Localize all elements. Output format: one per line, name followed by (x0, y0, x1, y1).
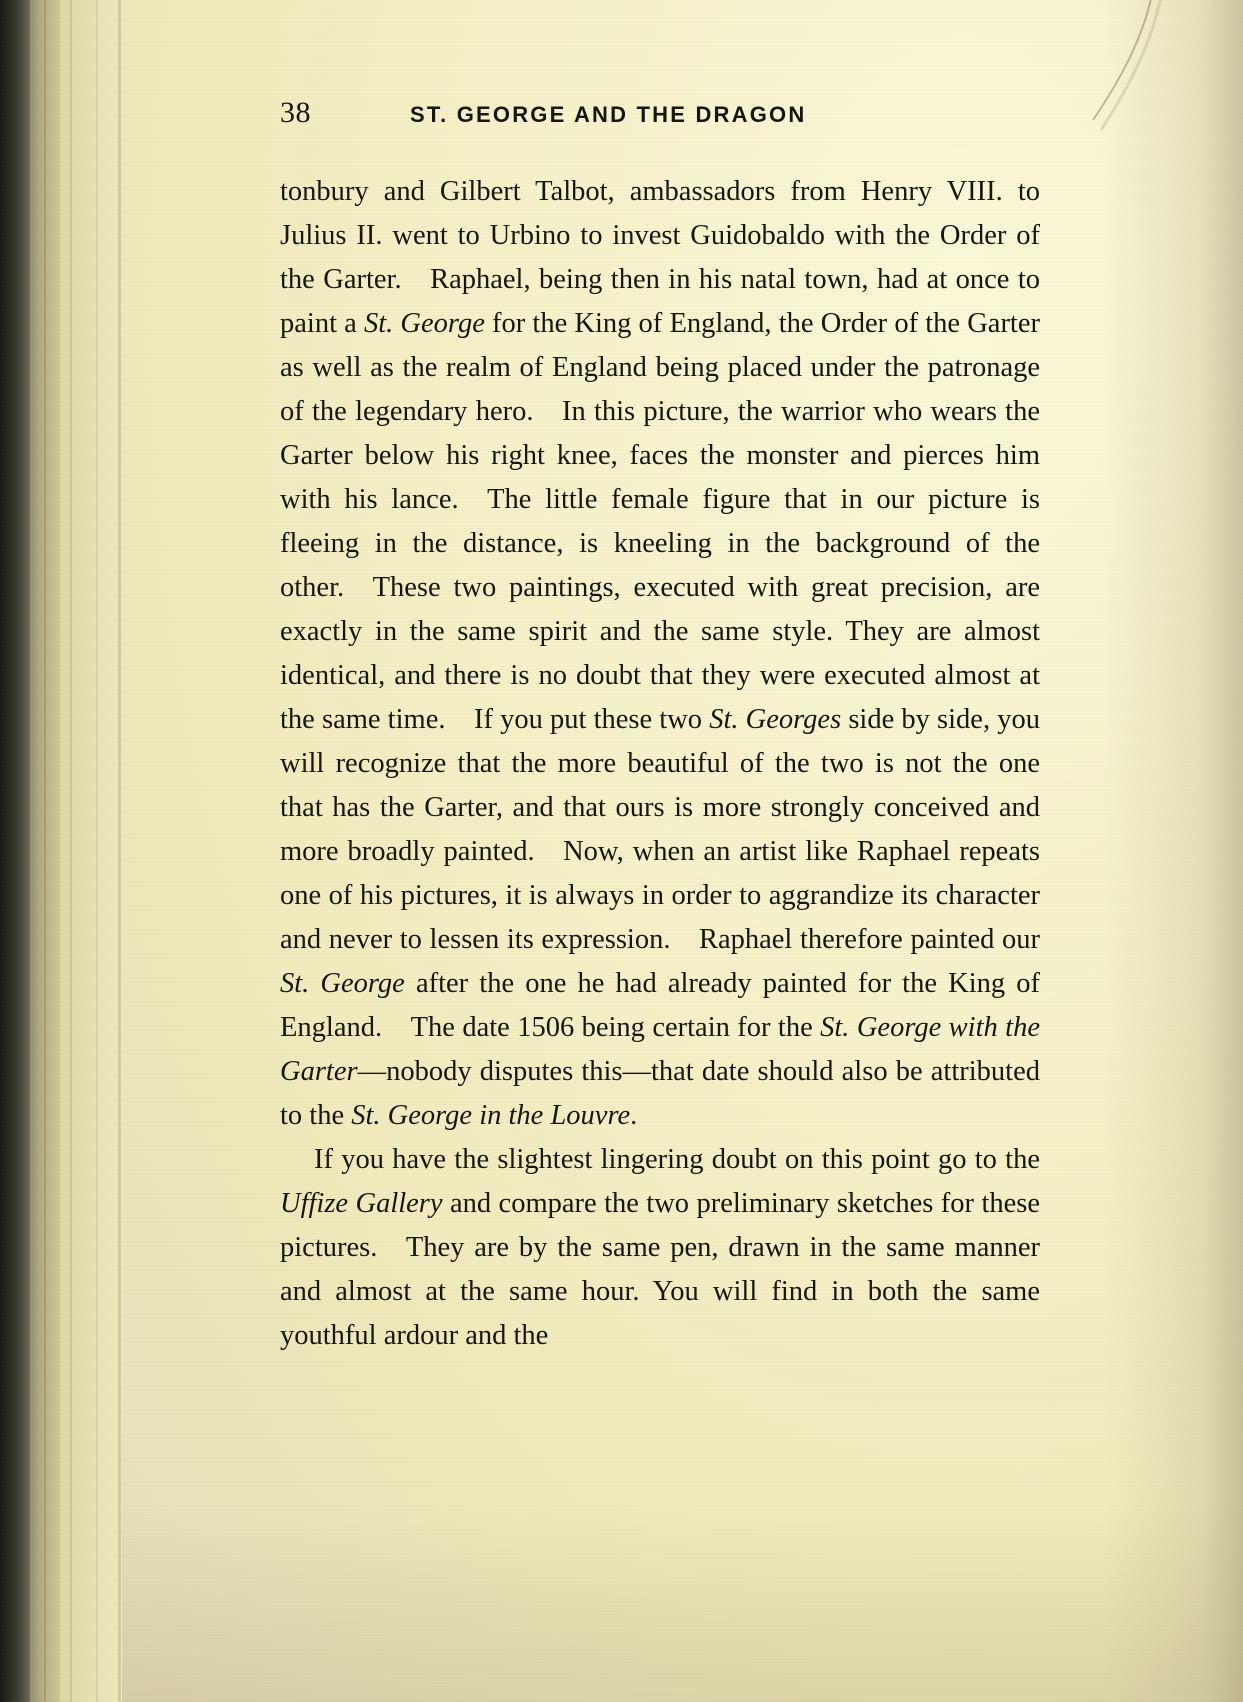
page-number: 38 (280, 96, 311, 129)
paragraph: tonbury and Gilbert Talbot, ambassadors from Henry VIII. to Julius II. went to Urbino to invest Guidobaldo with the Order of the Garter. Raphael, being then in his natal town, had at once to paint a St. George for the King of England, the Order of the Garter as well as the realm of England being placed under the patronage of the legendary hero. In this picture, the warrior who wears the Garter below his right knee, faces the monster and pierces him with his lance. The little female figure that in our picture is fleeing in the distance, is kneeling in the background of the other. These two paintings, executed with great precision, are exactly in the same spirit and the same style. They are almost identical, and there is no doubt that they were executed almost at the same time. If you put these two St. Georges side by side, you will recognize that the more beautiful of the two is not the one that has the Garter, and that ours is more strongly conceived and more broadly painted. Now, when an artist like Raphael repeats one of his pictures, it is always in order to aggrandize its character and never to lessen its expression. Raphael therefore painted our St. George after the one he had already painted for the King of England. The date 1506 being certain for the St. George with the Garter—nobody disputes this—that date should also be attributed to the St. George in the Louvre. (280, 176, 1040, 1131)
body-text-block (280, 170, 1040, 1358)
gutter-streak (96, 0, 98, 1702)
binding-gutter-dark (0, 0, 30, 1702)
paragraph: If you have the slightest lingering doubt on this point go to the Uffize Gallery and compare the two preliminary sketches for these pictures. They are by the same pen, drawn in the same manner and almost at the same hour. You will find in both the same youthful ardour and the (280, 1144, 1041, 1351)
gutter-streak (44, 0, 46, 1702)
page-content (280, 96, 1040, 1358)
running-head-title: ST. GEORGE AND THE DRAGON (410, 102, 807, 127)
binding-gutter-light (58, 0, 122, 1702)
page-header (280, 96, 1040, 130)
gutter-streak (70, 0, 72, 1702)
gutter-streak (118, 0, 121, 1702)
